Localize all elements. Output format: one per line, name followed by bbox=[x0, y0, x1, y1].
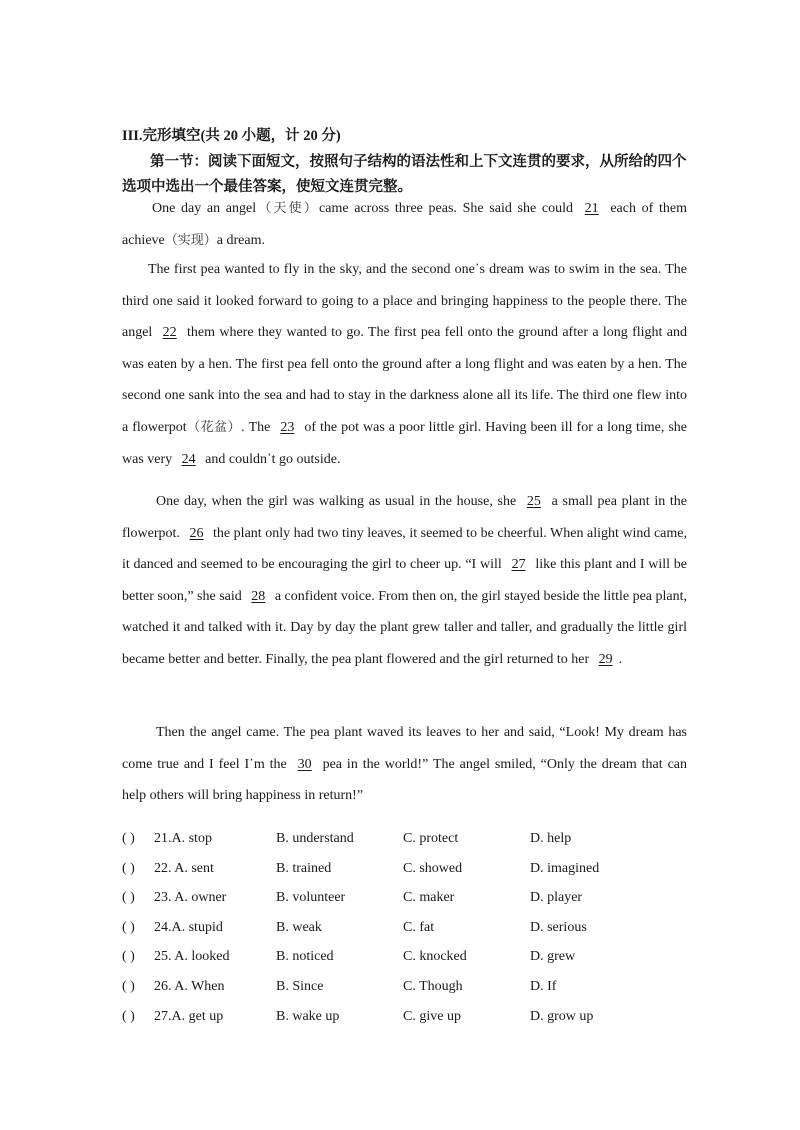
answer-bracket[interactable]: ( ) bbox=[122, 978, 135, 994]
passage-text: pea in the world!” The angel smiled, “Only the dream that can help others will bring happiness in return!” bbox=[122, 756, 687, 804]
option-d: D. grew bbox=[530, 949, 576, 965]
option-d: D. imagined bbox=[530, 860, 600, 876]
chinese-gloss: （天使） bbox=[256, 201, 320, 216]
passage-text: of the pot was a poor little girl. Having been ill for a long time, she was very bbox=[122, 419, 687, 467]
answer-bracket[interactable]: ( ) bbox=[122, 831, 135, 846]
blank-23: 23 bbox=[280, 419, 295, 435]
option-a: 26. A. When bbox=[154, 978, 225, 994]
question-list bbox=[122, 827, 682, 1034]
option-b: B. noticed bbox=[276, 949, 334, 965]
option-c: C. give up bbox=[403, 1008, 461, 1024]
blank-26: 26 bbox=[189, 525, 204, 541]
question-row-23 bbox=[122, 886, 682, 916]
passage-text: each of them achieve bbox=[122, 201, 687, 248]
question-row-25 bbox=[122, 945, 682, 975]
passage-text: One day, when the girl was walking as usual in the house, she bbox=[156, 494, 517, 509]
question-row-21 bbox=[122, 827, 682, 857]
option-b: B. weak bbox=[276, 919, 322, 935]
option-d: D. player bbox=[530, 890, 583, 906]
passage-text: . The bbox=[241, 419, 271, 435]
option-c: C. protect bbox=[403, 831, 459, 846]
passage-text: and couldn᾽t go outside. bbox=[205, 451, 341, 467]
question-row-26 bbox=[122, 975, 682, 1005]
passage-paragraph-2 bbox=[122, 254, 687, 475]
option-b: B. understand bbox=[276, 831, 354, 846]
blank-28: 28 bbox=[251, 588, 266, 604]
blank-30: 30 bbox=[297, 756, 312, 772]
question-row-24 bbox=[122, 916, 682, 946]
passage-paragraph-3 bbox=[122, 486, 687, 676]
option-c: C. showed bbox=[403, 860, 463, 876]
option-a: 23. A. owner bbox=[154, 890, 227, 906]
blank-27: 27 bbox=[511, 557, 526, 573]
passage-text: Then the angel came. The pea plant waved its leaves to her and said, “Look! My dream has come true and I feel I᾽m the bbox=[122, 725, 687, 772]
blank-29: 29 bbox=[598, 651, 613, 667]
passage-text: . bbox=[618, 651, 623, 667]
passage-paragraph-1 bbox=[122, 193, 687, 256]
passage-text: The first pea wanted to fly in the sky, and the second one᾽s dream was to swim in the sea. The third one said it looked forward to going to a place and bringing happiness to the people there. The angel bbox=[122, 262, 687, 341]
option-d: D. grow up bbox=[530, 1008, 594, 1024]
blank-25: 25 bbox=[526, 494, 541, 509]
option-c: C. Though bbox=[403, 978, 463, 994]
question-row-22 bbox=[122, 857, 682, 887]
option-c: C. knocked bbox=[403, 949, 467, 965]
answer-bracket[interactable]: ( ) bbox=[122, 949, 135, 965]
option-b: B. wake up bbox=[276, 1008, 340, 1024]
blank-21: 21 bbox=[584, 201, 599, 216]
option-a: 22. A. sent bbox=[154, 860, 214, 876]
passage-text: came across three peas. She said she could bbox=[319, 201, 573, 216]
answer-bracket[interactable]: ( ) bbox=[122, 860, 135, 876]
section-instruction: 第一节：阅读下面短文，按照句子结构的语法性和上下文连贯的要求，从所给的四个选项中选出一个最佳答案，使短文连贯完整。 bbox=[122, 154, 687, 195]
passage-paragraph-4 bbox=[122, 717, 687, 812]
answer-bracket[interactable]: ( ) bbox=[122, 919, 135, 935]
passage-text: a dream. bbox=[216, 232, 265, 248]
option-a: 24.A. stupid bbox=[154, 919, 223, 935]
option-a: 25. A. looked bbox=[154, 949, 230, 965]
option-b: B. volunteer bbox=[276, 890, 346, 906]
answer-bracket[interactable]: ( ) bbox=[122, 1008, 135, 1024]
chinese-gloss: （实现） bbox=[164, 232, 217, 248]
option-a: 27.A. get up bbox=[154, 1008, 224, 1024]
option-b: B. Since bbox=[276, 978, 324, 994]
chinese-gloss: （花盆） bbox=[186, 419, 242, 435]
answer-bracket[interactable]: ( ) bbox=[122, 890, 135, 906]
option-a: 21.A. stop bbox=[154, 831, 212, 846]
section-title: III.完形填空(共 20 小题，计 20 分) bbox=[122, 128, 341, 144]
passage-text: the plant only had two tiny leaves, it seemed to be cheerful. When alight wind came, it danced and seemed to be encouraging the girl to cheer up. “I will bbox=[122, 525, 687, 573]
passage-text: a small pea plant in the flowerpot. bbox=[122, 494, 688, 541]
option-d: D. serious bbox=[530, 919, 587, 935]
passage-text: them where they wanted to go. The first pea fell onto the ground after a long flight and was eaten by a hen. The first pea fell onto the ground after a long flight and was eaten by a hen. The second one sank into the sea and had to stay in the darkness alone all its life. The third one flew into a flowerpot bbox=[122, 325, 687, 435]
blank-24: 24 bbox=[181, 451, 196, 467]
blank-22: 22 bbox=[162, 325, 177, 341]
question-row-27 bbox=[122, 1005, 682, 1035]
option-c: C. maker bbox=[403, 890, 455, 906]
option-d: D. If bbox=[530, 978, 557, 994]
option-d: D. help bbox=[530, 831, 572, 846]
option-c: C. fat bbox=[403, 919, 435, 935]
option-b: B. trained bbox=[276, 860, 332, 876]
passage-text: a confident voice. From then on, the girl stayed beside the little pea plant, watched it and talked with it. Day by day the plant grew taller and taller, and gradually the little girl became better and better. Finally, the pea plant flowered and the girl returned to her bbox=[122, 588, 688, 667]
passage-text: like this plant and I will be better soon,” she said bbox=[122, 557, 688, 604]
passage-text: One day an angel bbox=[152, 201, 257, 216]
